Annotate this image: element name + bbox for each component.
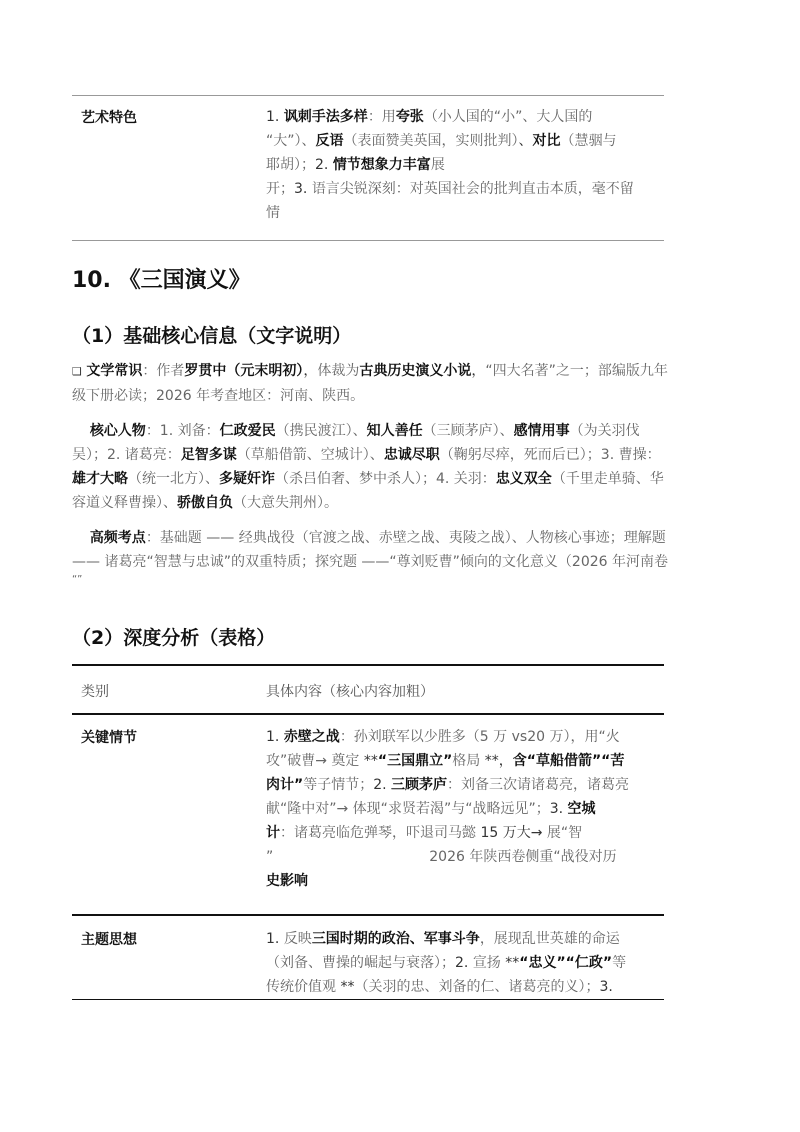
row-content-art: [266, 105, 658, 225]
literary-knowledge: [72, 359, 724, 408]
row-label-art: 艺术特色: [81, 110, 137, 126]
theme-line-2: （刘备、曹操的崛起与衰落）；2. 宣扬 **“忠义”“仁政”等: [266, 955, 627, 971]
art-line-5: 情: [266, 205, 280, 221]
subsection-title-basic: （1）基础核心信息（文字说明）: [72, 325, 352, 347]
table-top-rule: [72, 95, 664, 96]
row-content-theme: [266, 927, 658, 999]
table2-top-rule: [72, 664, 664, 666]
exam-line-3: “”: [72, 574, 83, 585]
row-label-plot: 关键情节: [81, 730, 137, 746]
art-line-4: 开；3. 语言尖锐深刻：对英国社会的批判直击本质，毫不留: [266, 181, 634, 197]
table2-header-rule: [72, 713, 664, 715]
exam-line-2: —— 诸葛亮“智慧与忠诚”的双重特质；探究题 ——“尊刘贬曹”倾向的文化意义（2026 年河南卷: [72, 554, 668, 570]
core-characters: [72, 419, 724, 515]
theme-line-3: 传统价值观 **（关羽的忠、刘备的仁、诸葛亮的义）；3.: [266, 979, 613, 995]
literary-line-2: 级下册必读；2026 年考查地区：河南、陕西。: [72, 388, 365, 404]
section-title: 10. 《三国演义》: [72, 268, 251, 293]
table2-bottom-rule: [72, 999, 664, 1000]
plot-line-2: 攻”破曹→ 奠定 **“三国鼎立”格局 **，含“草船借箭”“苦: [266, 753, 625, 769]
art-line-1: 1. 讽刺手法多样：用夸张（小人国的“小”、大人国的: [266, 109, 593, 125]
plot-line-5: 计：诸葛亮临危弹琴，吓退司马懿 15 万大→ 展“智: [266, 825, 583, 841]
plot-line-3: 肉计”等子情节；2. 三顾茅庐：刘备三次请诸葛亮，诸葛亮: [266, 777, 630, 793]
plot-line-4: 献“隆中对”→ 体现“求贤若渴”与“战略远见”；3. 空城: [266, 801, 596, 817]
plot-line-1: 1. 赤壁之战：孙刘联军以少胜多（5 万 vs20 万），用“火: [266, 729, 620, 745]
characters-line-2: 吴）；2. 诸葛亮：足智多谋（草船借箭、空城计）、忠诚尽职（鞠躬尽瘁，死而后已）；3. 曹操：: [72, 447, 661, 463]
theme-line-1: 1. 反映三国时期的政治、军事斗争，展现乱世英雄的命运: [266, 931, 620, 947]
plot-line-7: 史影响: [266, 873, 308, 889]
art-line-2: “大”）、反语（表面赞美英国，实则批判）、对比（慧骃与: [266, 133, 617, 149]
row-content-plot: [266, 725, 658, 893]
characters-line-1: 核心人物：1. 刘备：仁政爱民（携民渡江）、知人善任（三顾茅庐）、感情用事（为关羽伐: [89, 423, 640, 439]
row-label-theme: 主题思想: [81, 932, 137, 948]
key-exam-points: [72, 526, 724, 586]
exam-line-1: 高频考点：基础题 —— 经典战役（官渡之战、赤壁之战、夷陵之战）、人物核心事迹；理解题: [89, 530, 666, 546]
subsection-title-analysis: （2）深度分析（表格）: [72, 627, 276, 649]
table2-header-content: 具体内容（核心内容加粗）: [266, 684, 434, 700]
literary-line-1: ❑ 文学常识：作者罗贯中（元末明初），体裁为古典历史演义小说，“四大名著”之一；部编版九年: [72, 363, 668, 379]
art-line-3: 耶胡）；2. 情节想象力丰富展: [266, 157, 445, 173]
characters-line-4: 容道义释曹操）、骄傲自负（大意失荆州）。: [72, 495, 338, 511]
table2-header-category: 类别: [81, 684, 109, 700]
table2-row1-rule: [72, 914, 664, 916]
plot-line-6: ” 2026 年陕西卷侧重“战役对历: [266, 849, 617, 865]
table-bottom-rule: [72, 240, 664, 241]
characters-line-3: 雄才大略（统一北方）、多疑奸诈（杀吕伯奢、梦中杀人）；4. 关羽：忠义双全（千里走单骑、华: [72, 471, 664, 487]
